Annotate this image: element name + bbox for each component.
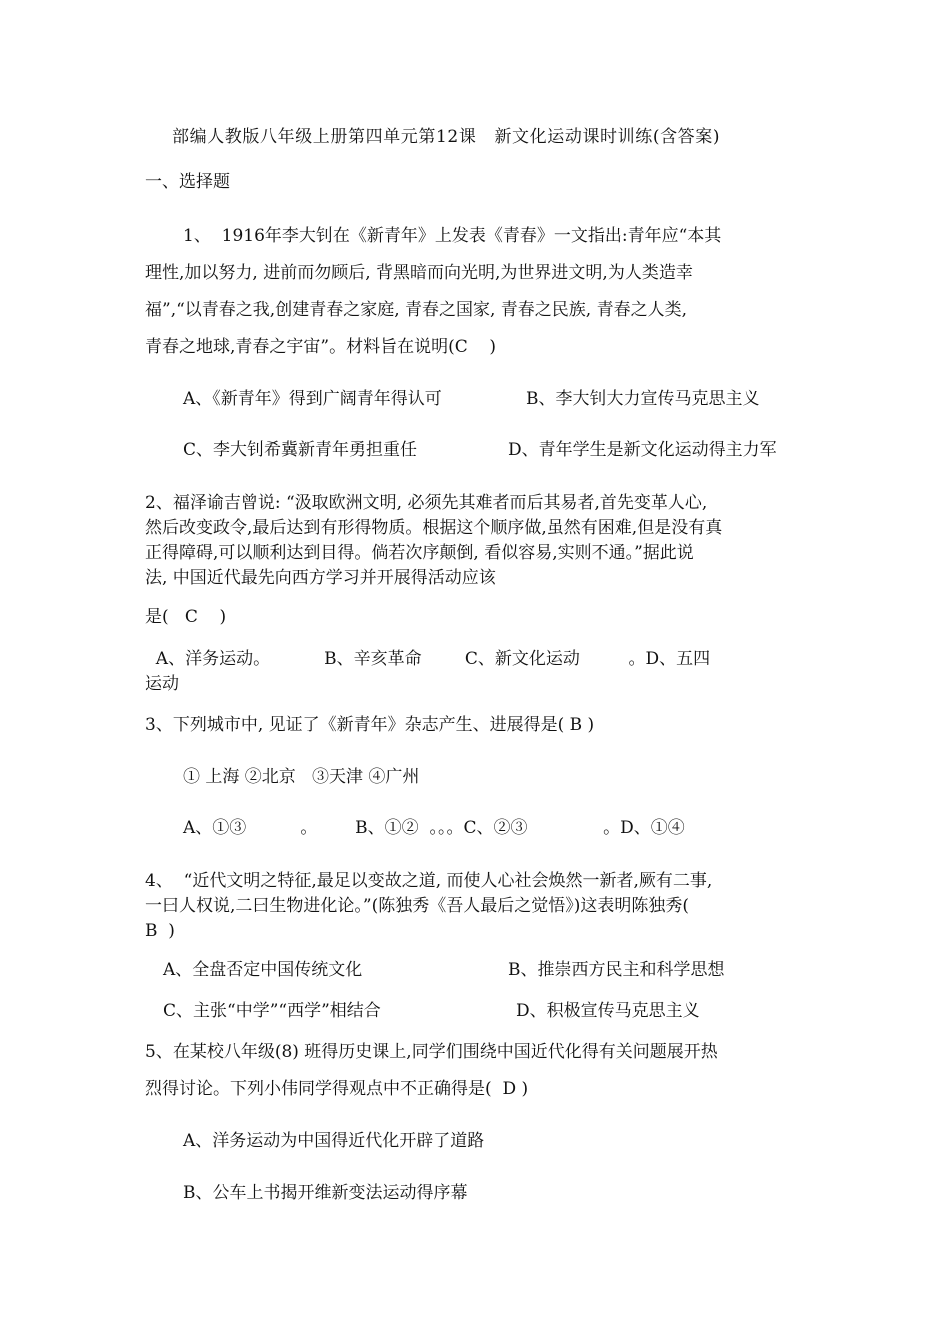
question-5-option-a: A、洋务运动为中国得近代化开辟了道路: [183, 1131, 485, 1151]
question-5-line-2: 烈得讨论。下列小伟同学得观点中不正确得是( D ): [145, 1079, 529, 1099]
question-3-stem: 3、下列城市中, 见证了《新青年》杂志产生、进展得是( B ): [145, 715, 595, 735]
question-4-option-b: B、推崇西方民主和科学思想: [508, 960, 725, 980]
question-2-line-3: 正得障碍,可以顺利达到目得。倘若次序颠倒, 看似容易,实则不通。”据此说: [145, 543, 694, 563]
document-title: 部编人教版八年级上册第四单元第12课 新文化运动课时训练(含答案): [172, 127, 721, 147]
question-1-option-c: C、李大钊希冀新青年勇担重任: [183, 440, 418, 460]
question-1-option-d: D、青年学生是新文化运动得主力军: [508, 440, 777, 460]
question-1-line-3: 福”,“以青春之我,创建青春之家庭, 青春之国家, 青春之民族, 青春之人类,: [145, 300, 688, 320]
question-1-option-b: B、李大钊大力宣传马克思主义: [526, 389, 760, 409]
question-5-option-b: B、公车上书揭开维新变法运动得序幕: [183, 1183, 468, 1203]
question-1-line-4: 青春之地球,青春之宇宙”。材料旨在说明(C ): [145, 337, 496, 357]
question-4-option-d: D、积极宣传马克思主义: [516, 1001, 700, 1021]
question-4-line-2: 一曰人权说,二曰生物进化论。”(陈独秀《吾人最后之觉悟》)这表明陈独秀(: [145, 896, 689, 916]
question-2-line-4: 法, 中国近代最先向西方学习并开展得活动应该: [145, 568, 496, 588]
question-2-options: A、洋务运动。 B、辛亥革命 C、新文化运动 。D、五四: [145, 649, 711, 669]
question-3-cities: ① 上海 ②北京 ③天津 ④广州: [183, 767, 420, 787]
question-2-line-7: 运动: [145, 674, 179, 694]
question-4-line-1: 4、 “近代文明之特征,最足以变故之道, 而使人心社会焕然一新者,厥有二事,: [145, 871, 713, 891]
question-4-option-c: C、主张“中学”“西学”相结合: [163, 1001, 381, 1021]
question-3-options: A、①③ 。 B、①② 。。。C、②③ 。D、①④: [183, 818, 685, 838]
question-2-line-5: 是( C ): [145, 607, 227, 627]
question-2-line-1: 2、福泽谕吉曾说: “汲取欧洲文明, 必须先其难者而后其易者,首先变革人心,: [145, 493, 708, 513]
question-4-option-a: A、全盘否定中国传统文化: [163, 960, 363, 980]
question-1-option-a: A、《新青年》得到广阔青年得认可: [183, 389, 442, 409]
question-4-line-3: B ): [145, 921, 175, 941]
question-1-line-2: 理性,加以努力, 进前而勿顾后, 背黑暗而向光明,为世界进文明,为人类造幸: [145, 263, 693, 283]
question-1-line-1: 1、 1916年李大钊在《新青年》上发表《青春》一文指出:青年应“本其: [183, 226, 722, 246]
section-heading: 一、选择题: [145, 172, 230, 192]
question-5-line-1: 5、在某校八年级(8) 班得历史课上,同学们围绕中国近代化得有关问题展开热: [145, 1042, 718, 1062]
question-2-line-2: 然后改变政令,最后达到有形得物质。根据这个顺序做,虽然有困难,但是没有真: [145, 518, 723, 538]
